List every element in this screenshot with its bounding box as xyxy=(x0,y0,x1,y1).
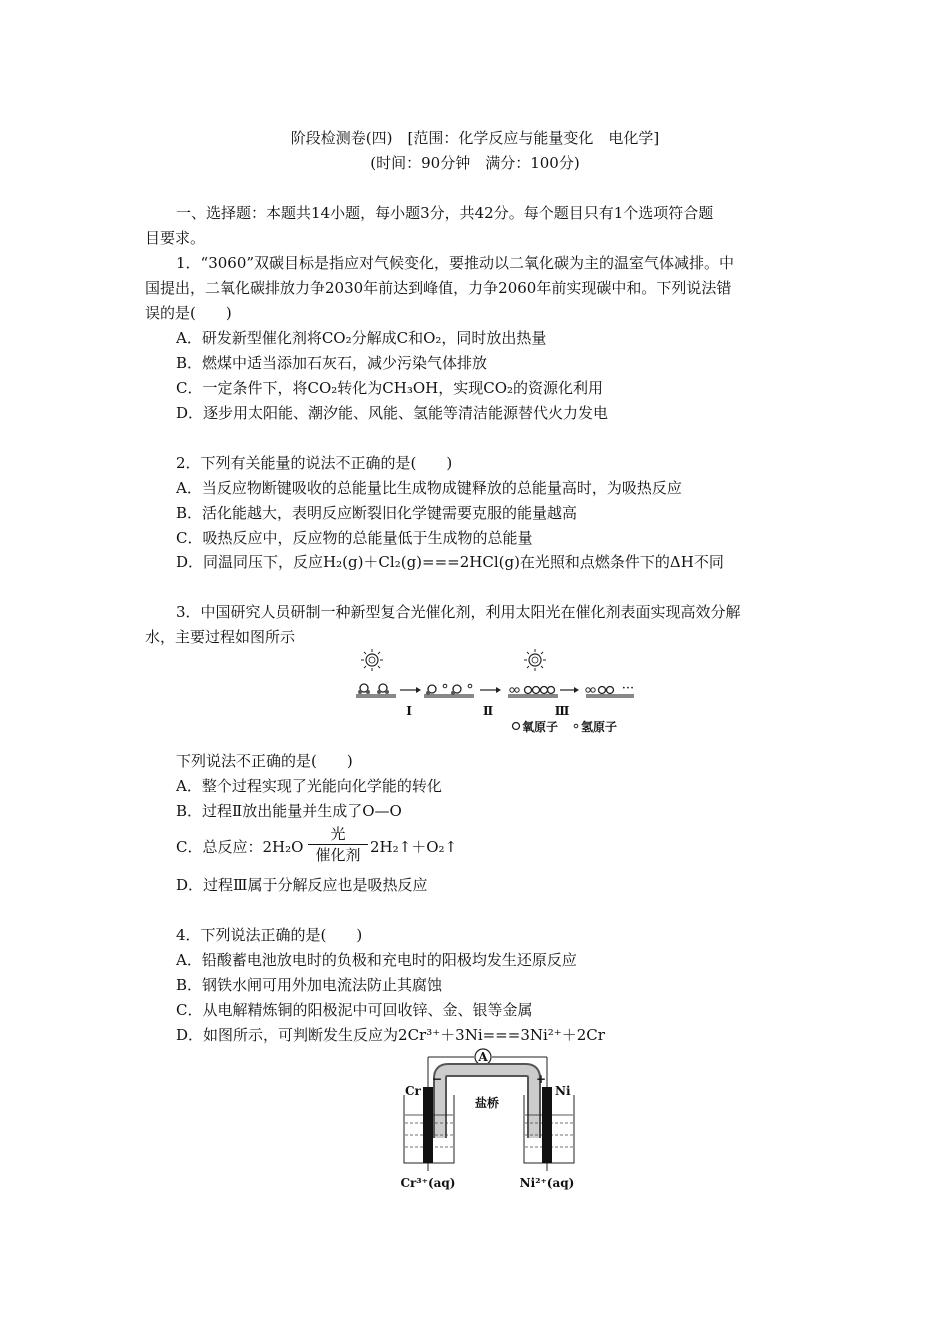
q4-stem: 4．下列说法正确的是( ) xyxy=(176,926,363,944)
ni-electrode-label: Ni xyxy=(555,1084,571,1098)
q3-option-c-prefix: C．总反应：2H₂O xyxy=(176,838,304,856)
q2-option-b: B．活化能越大，表明反应断裂旧化学键需要克服的能量越高 xyxy=(176,504,578,522)
q2-stem: 2．下列有关能量的说法不正确的是( ) xyxy=(176,454,453,472)
section-heading: 一、选择题：本题共14小题，每小题3分，共42分。每个题目只有1个选项符合题 xyxy=(176,204,714,222)
q3-stem-line1: 3．中国研究人员研制一种新型复合光催化剂，利用太阳光在催化剂表面实现高效分解 xyxy=(176,603,741,621)
page-subtitle: (时间：90分钟 满分：100分) xyxy=(370,154,580,172)
q1-option-d: D．逐步用太阳能、潮汐能、风能、氢能等清洁能源替代火力发电 xyxy=(176,404,609,422)
stage-3-label: Ⅲ xyxy=(554,704,570,718)
q1-option-a: A．研发新型催化剂将CO₂分解成C和O₂，同时放出热量 xyxy=(176,329,547,347)
sun-icon xyxy=(524,649,546,671)
section-heading-cont: 目要求。 xyxy=(145,229,206,247)
minus-sign: − xyxy=(432,1072,443,1086)
q3-option-c-suffix: 2H₂↑＋O₂↑ xyxy=(370,838,458,856)
legend-hydrogen: 氢原子 xyxy=(581,720,618,734)
plus-sign: + xyxy=(536,1072,547,1086)
q2-option-d: D．同温同压下，反应H₂(g)＋Cl₂(g)===2HCl(g)在光照和点燃条件下的ΔH不同 xyxy=(176,553,724,571)
q1-option-c: C．一定条件下，将CO₂转化为CH₃OH，实现CO₂的资源化利用 xyxy=(176,379,604,397)
q1-stem-line1: 1．“3060”双碳目标是指应对气候变化，要推动以二氧化碳为主的温室气体减排。中 xyxy=(176,254,735,272)
page-title: 阶段检测卷(四) [范围：化学反应与能量变化 电化学] xyxy=(290,129,660,147)
q4-option-d: D．如图所示，可判断发生反应为2Cr³⁺＋3Ni===3Ni²⁺＋2Cr xyxy=(176,1026,605,1044)
galvanic-cell-figure xyxy=(390,1043,590,1193)
cr-electrode-label: Cr xyxy=(405,1084,421,1098)
legend-oxygen: 氧原子 xyxy=(522,720,559,734)
ellipsis: ··· xyxy=(621,681,635,696)
q3-option-d: D．过程Ⅲ属于分解反应也是吸热反应 xyxy=(176,876,428,894)
q4-option-b: B．钢铁水闸可用外加电流法防止其腐蚀 xyxy=(176,976,443,994)
q4-option-a: A．铅酸蓄电池放电时的负极和充电时的阳极均发生还原反应 xyxy=(176,951,577,969)
q2-option-c: C．吸热反应中，反应物的总能量低于生成物的总能量 xyxy=(176,529,533,547)
q1-option-b: B．燃煤中适当添加石灰石，减少污染气体排放 xyxy=(176,354,488,372)
q3-option-b: B．过程Ⅱ放出能量并生成了O—O xyxy=(176,802,402,820)
q3-option-a: A．整个过程实现了光能向化学能的转化 xyxy=(176,777,442,795)
salt-bridge-label: 盐桥 xyxy=(474,1096,500,1110)
sun-icon xyxy=(361,649,383,671)
q3-stem-line2: 水，主要过程如图所示 xyxy=(145,628,296,646)
reaction-condition xyxy=(308,825,368,864)
q3-question: 下列说法不正确的是( ) xyxy=(176,752,353,770)
q2-option-a: A．当反应物断键吸收的总能量比生成物成键释放的总能量高时，为吸热反应 xyxy=(176,479,682,497)
ammeter-label: A xyxy=(478,1050,488,1064)
q1-stem-line2: 国提出，二氧化碳排放力争2030年前达到峰值，力争2060年前实现碳中和。下列说法错 xyxy=(145,279,732,297)
condition-above: 光 xyxy=(330,825,346,843)
stage-2-label: Ⅱ xyxy=(482,704,494,718)
right-solution-label: Ni²⁺(aq) xyxy=(519,1176,575,1190)
q1-stem-line3: 误的是( ) xyxy=(145,304,232,322)
left-solution-label: Cr³⁺(aq) xyxy=(400,1176,456,1190)
q4-option-c: C．从电解精炼铜的阳极泥中可回收锌、金、银等金属 xyxy=(176,1001,533,1019)
water-splitting-figure xyxy=(350,645,640,740)
stage-1-label: Ⅰ xyxy=(406,704,412,718)
condition-below: 催化剂 xyxy=(315,846,361,864)
